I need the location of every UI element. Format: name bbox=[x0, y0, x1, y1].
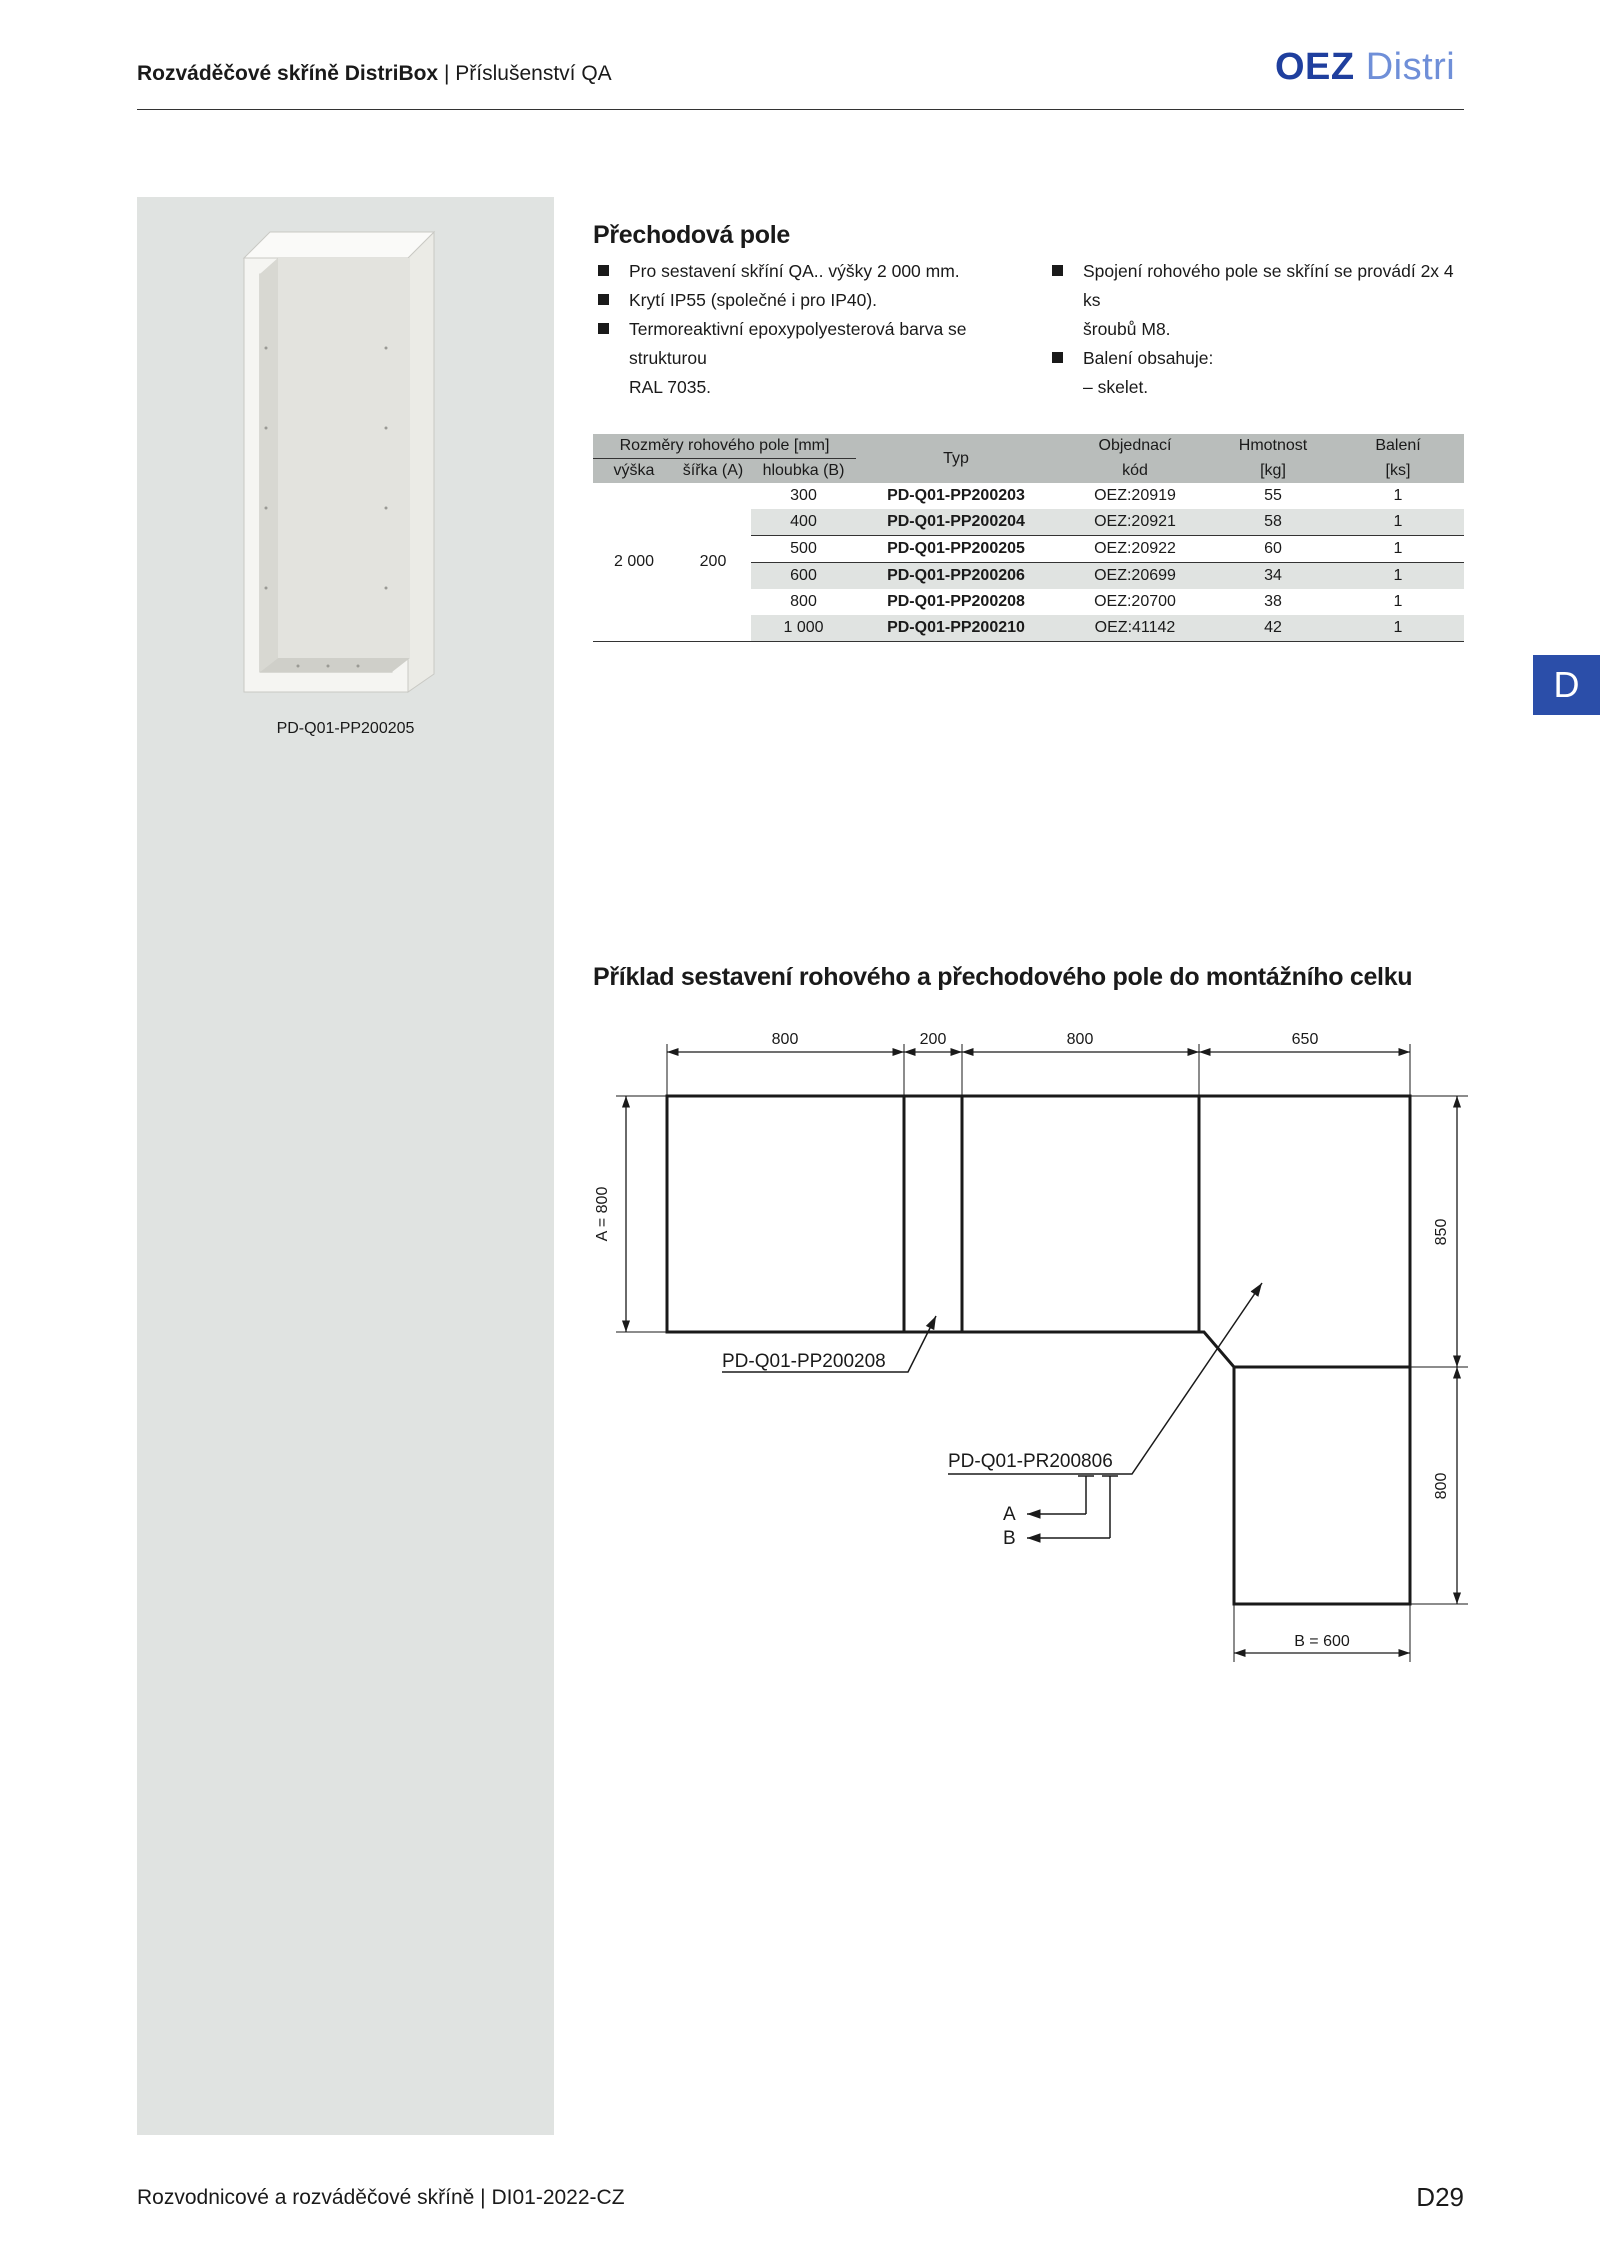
section-tab-d[interactable]: D bbox=[1533, 655, 1600, 715]
header-title-separator: | bbox=[443, 62, 450, 85]
bullet-item: Pro sestavení skříní QA.. výšky 2 000 mm. bbox=[593, 257, 1023, 286]
dim-bottom: B = 600 bbox=[1294, 1633, 1350, 1650]
bullets-right bbox=[1047, 257, 1467, 402]
cell-typ: PD-Q01-PP200206 bbox=[856, 563, 1056, 590]
col-weight-unit: [kg] bbox=[1214, 459, 1332, 484]
dim-top-1: 800 bbox=[771, 1031, 799, 1048]
cell-weight: 60 bbox=[1214, 536, 1332, 563]
assembly-diagram bbox=[560, 1000, 1500, 1680]
cell-width: 200 bbox=[675, 483, 751, 642]
dim-top-4: 650 bbox=[1291, 1031, 1319, 1048]
cabinet-3 bbox=[1234, 1367, 1410, 1604]
photo-caption: PD-Q01-PP200205 bbox=[276, 720, 415, 737]
bullets-left bbox=[593, 257, 1023, 402]
bullet-item: Spojení rohového pole se skříní se provádí 2x 4 ks bbox=[1047, 257, 1467, 315]
cell-typ: PD-Q01-PP200204 bbox=[856, 509, 1056, 536]
col-weight-header: Hmotnost bbox=[1214, 434, 1332, 459]
cell-typ: PD-Q01-PP200203 bbox=[887, 487, 1025, 504]
cell-height: 2 000 bbox=[593, 483, 675, 642]
cabinet-1 bbox=[667, 1096, 904, 1332]
cell-code: OEZ:41142 bbox=[1056, 615, 1214, 642]
col-code-header: Objednací bbox=[1056, 434, 1214, 459]
header-divider bbox=[137, 109, 1464, 110]
cell-typ: PD-Q01-PP200205 bbox=[856, 536, 1056, 563]
dim-left: A = 800 bbox=[594, 1186, 611, 1242]
col-width-header: šířka (A) bbox=[675, 459, 751, 484]
cell-pack: 1 bbox=[1393, 487, 1403, 504]
cell-code: OEZ:20922 bbox=[1056, 536, 1214, 563]
bullet-continuation: šroubů M8. bbox=[1083, 319, 1171, 339]
page-number: D29 bbox=[1416, 2182, 1464, 2212]
col-depth-header: hloubka (B) bbox=[751, 459, 856, 484]
cell-weight: 42 bbox=[1214, 615, 1332, 642]
label-corner-field: PD-Q01-PR200806 bbox=[948, 1451, 1113, 1472]
col-pack-unit: [ks] bbox=[1332, 459, 1464, 484]
cell-typ: PD-Q01-PP200210 bbox=[856, 615, 1056, 642]
cell-pack: 1 bbox=[1393, 593, 1403, 610]
cell-depth: 500 bbox=[751, 536, 856, 563]
dim-top-2: 200 bbox=[919, 1031, 947, 1048]
product-table bbox=[593, 434, 1464, 642]
table-row bbox=[593, 483, 1464, 509]
cell-code: OEZ:20919 bbox=[1094, 487, 1176, 504]
header-title-rest: Příslušenství QA bbox=[455, 62, 612, 85]
cell-weight: 34 bbox=[1214, 563, 1332, 590]
cell-code: OEZ:20700 bbox=[1094, 593, 1176, 610]
cell-pack: 1 bbox=[1332, 563, 1464, 590]
cell-pack: 1 bbox=[1332, 615, 1464, 642]
col-height-header: výška bbox=[593, 459, 675, 484]
cell-pack: 1 bbox=[1332, 536, 1464, 563]
dim-top-3: 800 bbox=[1066, 1031, 1094, 1048]
section-title-assembly-example: Příklad sestavení rohového a přechodového pole do montážního celku bbox=[593, 963, 1413, 991]
cell-depth: 400 bbox=[751, 509, 856, 536]
transition-field bbox=[904, 1096, 962, 1332]
cell-depth: 1 000 bbox=[751, 615, 856, 642]
cabinet-2 bbox=[962, 1096, 1199, 1332]
bullet-continuation: RAL 7035. bbox=[629, 377, 712, 397]
cell-typ: PD-Q01-PP200208 bbox=[887, 593, 1025, 610]
bullet-item: Krytí IP55 (společné i pro IP40). bbox=[593, 286, 1023, 315]
cabinet-frame-photo bbox=[238, 228, 438, 714]
logo-oez: OEZ bbox=[1275, 46, 1355, 88]
cell-weight: 38 bbox=[1264, 593, 1282, 610]
footer-doc-title: Rozvodnicové a rozváděčové skříně | DI01-2022-CZ bbox=[137, 2186, 625, 2209]
col-typ-header: Typ bbox=[856, 434, 1056, 483]
logo-distri: Distri bbox=[1365, 46, 1456, 88]
header-title bbox=[137, 62, 612, 86]
label-a: A bbox=[1003, 1504, 1016, 1525]
cell-depth: 300 bbox=[790, 487, 817, 504]
cell-pack: 1 bbox=[1332, 509, 1464, 536]
col-pack-header: Balení bbox=[1332, 434, 1464, 459]
oez-distri-logo bbox=[1275, 46, 1455, 89]
label-transition-field: PD-Q01-PP200208 bbox=[722, 1351, 886, 1372]
label-b: B bbox=[1003, 1528, 1016, 1549]
bullet-continuation: – skelet. bbox=[1083, 377, 1149, 397]
cell-weight: 58 bbox=[1214, 509, 1332, 536]
dimensions-group-header: Rozměry rohového pole [mm] bbox=[593, 434, 856, 459]
dim-right-bottom: 800 bbox=[1433, 1472, 1450, 1500]
dim-right-top: 850 bbox=[1433, 1218, 1450, 1246]
cell-depth: 800 bbox=[790, 593, 817, 610]
bullet-item: Balení obsahuje: bbox=[1047, 344, 1467, 373]
cell-depth: 600 bbox=[751, 563, 856, 590]
corner-field bbox=[1199, 1096, 1410, 1367]
section-title-transition-fields: Přechodová pole bbox=[593, 221, 790, 249]
col-code-header-2: kód bbox=[1056, 459, 1214, 484]
cell-code: OEZ:20921 bbox=[1056, 509, 1214, 536]
bullet-item: Termoreaktivní epoxypolyesterová barva se strukturou bbox=[593, 315, 1023, 373]
header-title-bold: Rozváděčové skříně DistriBox bbox=[137, 62, 439, 85]
cell-code: OEZ:20699 bbox=[1056, 563, 1214, 590]
cell-weight: 55 bbox=[1264, 487, 1282, 504]
